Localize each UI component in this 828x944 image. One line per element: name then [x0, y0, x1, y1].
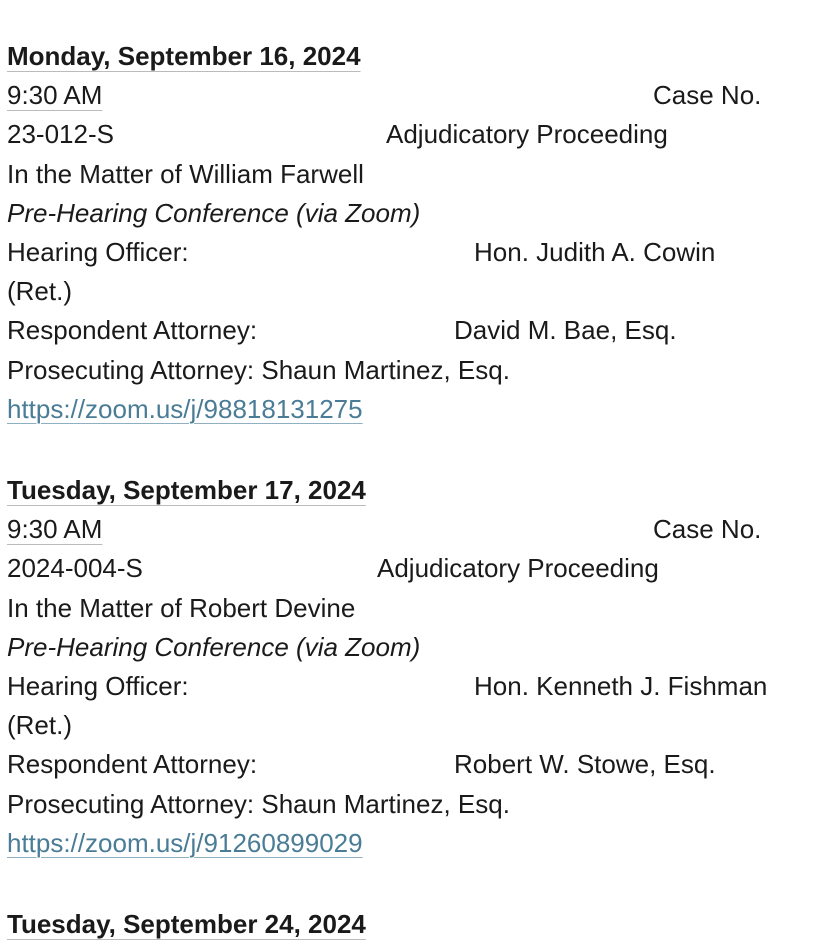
- date-heading: Tuesday, September 24, 2024: [7, 909, 366, 939]
- hearing-officer-suffix: (Ret.): [7, 710, 72, 741]
- hearing-entry: [7, 905, 822, 944]
- matter-title: In the Matter of Robert Devine: [7, 592, 356, 623]
- respondent-attorney-row: [7, 311, 822, 350]
- hearing-time: 9:30 AM: [7, 514, 103, 545]
- hearing-officer-suffix-row: [7, 706, 822, 745]
- proceeding-type: Adjudicatory Proceeding: [377, 553, 659, 584]
- time-row: [7, 510, 822, 549]
- date-heading-row: [7, 37, 822, 76]
- prosecuting-attorney: Prosecuting Attorney: Shaun Martinez, Esq.: [7, 788, 510, 819]
- case-no-label: Case No.: [653, 514, 762, 545]
- conference-row: [7, 628, 822, 667]
- hearing-officer-suffix: (Ret.): [7, 276, 72, 307]
- respondent-attorney-name: David M. Bae, Esq.: [454, 315, 677, 346]
- prosecuting-attorney-row: [7, 351, 822, 390]
- conference-type: Pre-Hearing Conference (via Zoom): [7, 197, 421, 228]
- case-number: 2024-004-S: [7, 553, 143, 584]
- hearing-time: 9:30 AM: [7, 80, 103, 111]
- respondent-attorney-row: [7, 745, 822, 784]
- case-no-label: Case No.: [653, 80, 762, 111]
- hearing-entry: [7, 471, 822, 863]
- hearing-officer-label: Hearing Officer:: [7, 236, 189, 267]
- hearing-entry: [7, 37, 822, 429]
- proceeding-type: Adjudicatory Proceeding: [386, 119, 668, 150]
- zoom-link[interactable]: https://zoom.us/j/98818131275: [7, 393, 363, 424]
- matter-row: [7, 155, 822, 194]
- respondent-attorney-label: Respondent Attorney:: [7, 315, 258, 346]
- case-number: 23-012-S: [7, 119, 114, 150]
- respondent-attorney-name: Robert W. Stowe, Esq.: [454, 749, 716, 780]
- hearing-officer-name: Hon. Judith A. Cowin: [474, 236, 716, 267]
- conference-row: [7, 194, 822, 233]
- zoom-link-row: [7, 390, 822, 429]
- hearing-officer-label: Hearing Officer:: [7, 670, 189, 701]
- prosecuting-attorney-row: [7, 785, 822, 824]
- hearing-schedule: [7, 0, 822, 939]
- case-row: [7, 549, 822, 588]
- zoom-link[interactable]: https://zoom.us/j/91260899029: [7, 827, 363, 858]
- time-row: [7, 76, 822, 115]
- date-heading: Tuesday, September 17, 2024: [7, 475, 366, 505]
- hearing-officer-name: Hon. Kenneth J. Fishman: [474, 670, 768, 701]
- date-heading: Monday, September 16, 2024: [7, 41, 361, 71]
- hearing-officer-row: [7, 233, 822, 272]
- date-heading-row: [7, 471, 822, 510]
- date-heading-row: [7, 905, 822, 944]
- hearing-officer-suffix-row: [7, 272, 822, 311]
- hearing-officer-row: [7, 667, 822, 706]
- prosecuting-attorney: Prosecuting Attorney: Shaun Martinez, Esq.: [7, 354, 510, 385]
- respondent-attorney-label: Respondent Attorney:: [7, 749, 258, 780]
- conference-type: Pre-Hearing Conference (via Zoom): [7, 631, 421, 662]
- case-row: [7, 115, 822, 154]
- matter-title: In the Matter of William Farwell: [7, 158, 364, 189]
- zoom-link-row: [7, 824, 822, 863]
- matter-row: [7, 589, 822, 628]
